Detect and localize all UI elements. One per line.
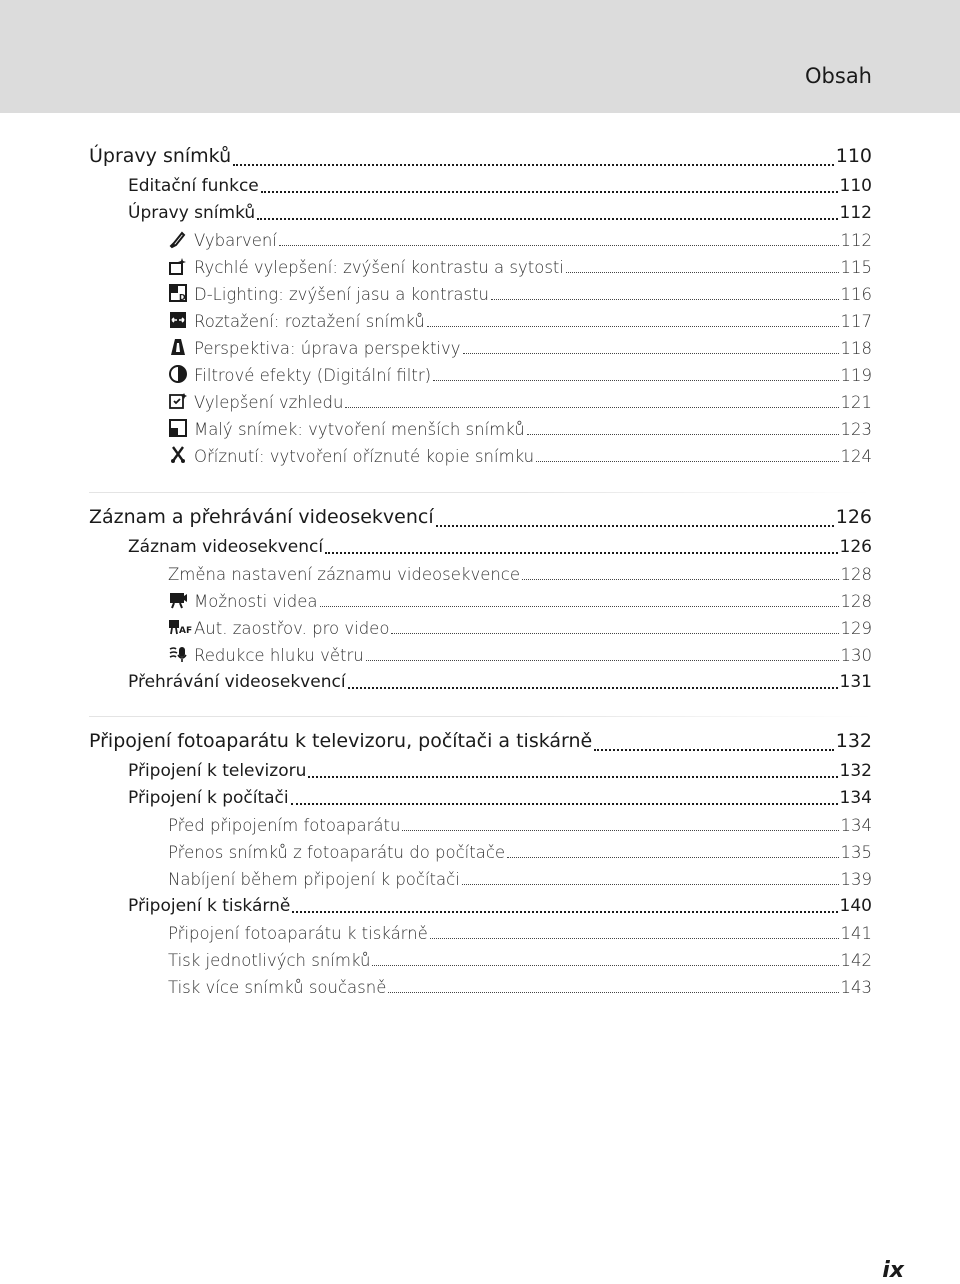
toc-entry-title (128, 173, 259, 200)
toc-page-number: 112 (839, 203, 872, 223)
d-lighting-icon (168, 283, 188, 303)
toc-entry[interactable] (89, 308, 872, 335)
page-number: ix (882, 1258, 904, 1283)
dot-leader (391, 633, 838, 634)
toc-page-number: 134 (840, 816, 872, 835)
toc-entry[interactable] (89, 281, 872, 308)
toc-entry-title (168, 920, 428, 947)
toc-entry-title (89, 501, 434, 534)
toc-entry[interactable] (89, 669, 872, 696)
toc-entry-title (168, 281, 489, 308)
toc-entry-title (128, 893, 290, 920)
toc-entry-label: Připojení fotoaparátu k tiskárně (168, 924, 428, 943)
toc-entry[interactable] (89, 642, 872, 669)
toc-entry-label: Před připojením fotoaparátu (168, 816, 401, 835)
dot-leader (279, 245, 839, 246)
dot-leader (257, 218, 837, 220)
dot-leader (536, 461, 838, 462)
toc-page-number: 139 (840, 870, 872, 889)
toc-entry[interactable] (89, 534, 872, 561)
toc-page-number: 131 (839, 672, 872, 692)
toc-section-entry[interactable] (89, 725, 872, 758)
toc-entry-label: Vybarvení (194, 231, 277, 250)
toc-entry-label: Možnosti videa (194, 592, 318, 611)
toc-entry[interactable] (89, 893, 872, 920)
toc-entry[interactable] (89, 920, 872, 947)
toc-page-number: 132 (835, 730, 872, 752)
section-divider (89, 492, 872, 493)
movie-af-icon (168, 617, 193, 637)
toc-page-number: 140 (839, 896, 872, 916)
dot-leader (430, 938, 839, 939)
toc-entry-title (168, 947, 370, 974)
toc-page-number: 124 (840, 447, 872, 466)
toc-entry-title (168, 389, 343, 416)
toc-section-entry[interactable] (89, 501, 872, 534)
toc-page-number: 143 (840, 978, 872, 997)
stretch-icon (168, 310, 188, 330)
toc-entry-label: Editační funkce (128, 176, 259, 196)
toc-entry-label: Úpravy snímků (89, 145, 232, 167)
toc-entry-label: Redukce hluku větru (194, 646, 364, 665)
toc-entry-label: Záznam videosekvencí (128, 537, 324, 557)
dot-leader (388, 992, 838, 993)
header-title: Obsah (805, 64, 872, 88)
toc-page-number: 135 (840, 843, 872, 862)
toc-entry-title (168, 974, 386, 1001)
toc-entry-title (168, 588, 318, 615)
dot-leader (320, 606, 839, 607)
toc-entry-title (128, 200, 255, 227)
toc-entry-title (128, 785, 289, 812)
toc-entry-label: Přehrávání videosekvencí (128, 672, 346, 692)
toc-entry[interactable] (89, 588, 872, 615)
toc-entry[interactable] (89, 615, 872, 642)
toc-page-number: 128 (840, 592, 872, 611)
dot-leader (507, 857, 838, 858)
dot-leader (436, 525, 834, 527)
dot-leader (372, 965, 838, 966)
toc-page-number: 128 (840, 565, 872, 584)
toc-page-number: 123 (840, 420, 872, 439)
toc-entry-title (168, 615, 389, 642)
toc-entry-label: Filtrové efekty (Digitální filtr) (194, 366, 432, 385)
toc-entry[interactable] (89, 254, 872, 281)
toc-entry-label: Rychlé vylepšení: zvýšení kontrastu a sytosti (194, 258, 564, 277)
toc-entry-title (128, 534, 323, 561)
toc-entry-title (168, 812, 400, 839)
dot-leader (348, 687, 838, 689)
toc-page-number: 141 (840, 924, 872, 943)
toc-entry[interactable] (89, 974, 872, 1001)
movie-options-icon (168, 590, 188, 610)
toc-entry[interactable] (89, 173, 872, 200)
toc-entry[interactable] (89, 947, 872, 974)
toc-entry-label: Malý snímek: vytvoření menších snímků (194, 420, 525, 439)
toc-entry-title (168, 227, 277, 254)
crop-icon (168, 445, 188, 465)
toc-section (89, 140, 872, 470)
svg-text:D: D (179, 293, 186, 302)
toc-page-number: 115 (840, 258, 872, 277)
toc-page-number: 110 (835, 145, 872, 167)
toc-entry[interactable] (89, 812, 872, 839)
section-divider (89, 716, 872, 717)
dot-leader (261, 191, 838, 193)
dot-leader (345, 407, 838, 408)
dot-leader (463, 353, 839, 354)
dot-leader (325, 552, 837, 554)
toc-page-number: 126 (839, 537, 872, 557)
toc-entry[interactable] (89, 335, 872, 362)
wind-noise-icon (168, 644, 188, 664)
toc-page-number: 117 (840, 312, 872, 331)
glamour-retouch-icon (168, 391, 188, 411)
perspective-icon (168, 337, 188, 357)
dot-leader (366, 660, 839, 661)
filter-effects-icon (168, 364, 188, 384)
toc-page-number: 142 (840, 951, 872, 970)
toc-page-number: 132 (839, 761, 872, 781)
toc-entry[interactable] (89, 866, 872, 893)
dot-leader (594, 749, 833, 751)
toc-page-number: 129 (840, 619, 872, 638)
toc-entry-label: Tisk více snímků současně (168, 978, 387, 997)
dot-leader (402, 830, 838, 831)
dot-leader (233, 164, 834, 166)
quick-retouch-icon (168, 256, 188, 276)
toc-entry-title (168, 642, 364, 669)
dot-leader (522, 579, 838, 580)
toc-entry-label: Připojení fotoaparátu k televizoru, počítači a tiskárně (89, 730, 593, 752)
dot-leader (291, 803, 838, 805)
toc-entry[interactable] (89, 200, 872, 227)
toc-entry[interactable] (89, 416, 872, 443)
toc-entry-label: Připojení k počítači (128, 788, 289, 808)
dot-leader (527, 434, 839, 435)
toc-section (89, 501, 872, 696)
dot-leader (566, 272, 839, 273)
toc-entry[interactable] (89, 389, 872, 416)
toc-page-number: 134 (839, 788, 872, 808)
toc-entry-title (168, 254, 564, 281)
toc-entry-title (168, 416, 525, 443)
dot-leader (491, 299, 839, 300)
toc-entry-title (168, 561, 520, 588)
toc-entry[interactable] (89, 227, 872, 254)
toc-entry-label: Změna nastavení záznamu videosekvence (168, 565, 521, 584)
toc-page-number: 130 (840, 646, 872, 665)
toc-page-number: 118 (840, 339, 872, 358)
paint-brush-icon (168, 229, 188, 249)
toc-entry-title (128, 669, 346, 696)
toc-entry-title (89, 140, 231, 173)
toc-entry[interactable] (89, 758, 872, 785)
dot-leader (292, 911, 837, 913)
toc-entry-label: Úpravy snímků (128, 203, 256, 223)
toc-entry-label: Připojení k tiskárně (128, 896, 291, 916)
toc-section (89, 725, 872, 1001)
small-picture-icon (168, 418, 188, 438)
toc-entry-title (168, 362, 431, 389)
toc-entry-label: Přenos snímků z fotoaparátu do počítače (168, 843, 506, 862)
toc-entry-label: Oříznutí: vytvoření oříznuté kopie snímku (194, 447, 535, 466)
toc-entry[interactable] (89, 785, 872, 812)
toc-entry-title (168, 839, 505, 866)
toc-page-number: 112 (840, 231, 872, 250)
dot-leader (427, 326, 839, 327)
toc-entry-label: Perspektiva: úprava perspektivy (194, 339, 461, 358)
toc-page-number: 110 (839, 176, 872, 196)
toc-section-entry[interactable] (89, 140, 872, 173)
toc-entry-title (168, 443, 534, 470)
toc-entry-label: Nabíjení během připojení k počítači (168, 870, 460, 889)
toc-page-number: 119 (840, 366, 872, 385)
toc-entry-title (128, 758, 306, 785)
dot-leader (308, 776, 837, 778)
page-header (0, 0, 960, 113)
toc-entry-label: D-Lighting: zvýšení jasu a kontrastu (194, 285, 489, 304)
toc-entry[interactable] (89, 561, 872, 588)
toc-entry-title (89, 725, 592, 758)
toc-entry-label: Připojení k televizoru (128, 761, 307, 781)
toc-entry[interactable] (89, 443, 872, 470)
toc-entry-label: Roztažení: roztažení snímků (194, 312, 425, 331)
toc-entry-title (168, 866, 460, 893)
toc-page-number: 121 (840, 393, 872, 412)
toc-entry-title (168, 335, 461, 362)
toc-entry-label: Aut. zaostřov. pro video (194, 619, 390, 638)
toc-page-number: 126 (835, 506, 872, 528)
toc-entry[interactable] (89, 362, 872, 389)
toc-entry-label: Tisk jednotlivých snímků (168, 951, 371, 970)
toc-page-number: 116 (840, 285, 872, 304)
toc-entry-title (168, 308, 425, 335)
dot-leader (433, 380, 838, 381)
dot-leader (462, 884, 839, 885)
toc-entry-label: Vylepšení vzhledu (194, 393, 344, 412)
toc-entry-label: Záznam a přehrávání videosekvencí (89, 506, 434, 528)
svg-text:AF: AF (179, 626, 193, 636)
toc-entry[interactable] (89, 839, 872, 866)
